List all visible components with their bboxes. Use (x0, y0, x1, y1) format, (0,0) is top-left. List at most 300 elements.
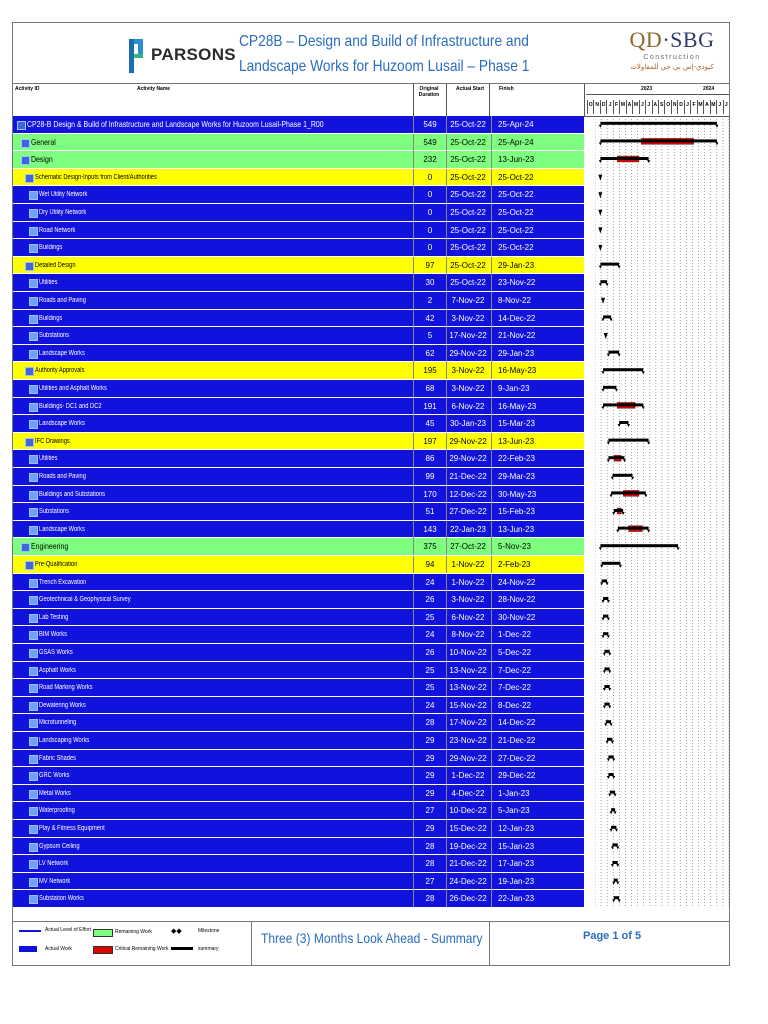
activity-duration: 26 (413, 644, 446, 661)
activity-duration: 28 (413, 855, 446, 872)
activity-duration: 0 (413, 239, 446, 256)
gantt-bar (602, 368, 645, 374)
activity-duration: 27 (413, 802, 446, 819)
gantt-summary (603, 368, 643, 371)
wbs-icon (21, 543, 30, 552)
activity-finish: 7-Dec-22 (491, 679, 583, 696)
activity-duration: 24 (413, 626, 446, 643)
activity-finish: 13-Jun-23 (491, 151, 583, 168)
activity-start: 29-Nov-22 (446, 450, 489, 467)
wbs-icon (25, 438, 34, 447)
table-row[interactable] (13, 697, 584, 715)
wbs-icon (29, 631, 38, 640)
wbs-icon (25, 561, 34, 570)
gantt-summary (600, 157, 648, 160)
activity-start: 1-Nov-22 (446, 556, 489, 573)
month-label: J (639, 100, 645, 114)
table-row[interactable] (13, 785, 584, 803)
gantt-bar (610, 826, 618, 832)
gantt-bar (599, 156, 650, 163)
wbs-icon (29, 491, 38, 500)
activity-duration: 42 (413, 310, 446, 327)
activity-finish: 29-Jan-23 (491, 345, 583, 362)
wbs-icon (29, 790, 38, 799)
wbs-icon (21, 156, 30, 165)
table-row[interactable] (13, 239, 584, 257)
activity-duration: 68 (413, 380, 446, 397)
table-row[interactable] (13, 345, 584, 363)
activity-finish: 25-Oct-22 (491, 186, 583, 203)
wbs-icon (29, 843, 38, 852)
activity-start: 12-Dec-22 (446, 486, 489, 503)
activity-finish: 14-Dec-22 (491, 310, 583, 327)
activity-finish: 8-Nov-22 (491, 292, 583, 309)
gantt-bar (600, 562, 622, 568)
activity-name: Waterproofing (39, 807, 75, 815)
gantt-bar (598, 192, 602, 198)
activity-duration: 62 (413, 345, 446, 362)
table-row[interactable] (13, 433, 584, 451)
table-row[interactable] (13, 292, 584, 310)
gantt-bar (616, 526, 650, 533)
month-label: M (632, 100, 638, 114)
table-row[interactable] (13, 855, 584, 873)
activity-name: IFC Drawings (35, 437, 70, 445)
activity-name: Schematic Design-Inputs from Client/Authorities (35, 173, 157, 181)
title-line-1: CP28B – Design and Build of Infrastructure and (239, 33, 529, 50)
activity-duration: 24 (413, 697, 446, 714)
wbs-icon (29, 649, 38, 658)
activity-start: 25-Oct-22 (446, 116, 489, 133)
activity-name: Landscaping Works (39, 737, 90, 744)
schedule-page (12, 22, 730, 966)
activity-start: 13-Nov-22 (446, 679, 489, 696)
table-row[interactable] (13, 151, 584, 169)
activity-finish: 30-Nov-22 (491, 609, 583, 626)
table-row[interactable] (13, 750, 584, 768)
activity-finish: 14-Dec-22 (491, 714, 583, 731)
activity-name: Utilities and Asphalt Works (39, 385, 107, 392)
activity-start: 8-Nov-22 (446, 626, 489, 643)
parsons-mark-icon (129, 39, 143, 73)
gantt-chart (595, 116, 729, 938)
parsons-wordmark: PARSONS (151, 45, 236, 64)
table-row[interactable] (13, 486, 584, 504)
gantt-milestone (598, 227, 602, 233)
activity-start: 25-Oct-22 (446, 257, 489, 274)
activity-finish: 25-Oct-22 (491, 222, 583, 239)
month-scale (587, 96, 729, 116)
activity-start: 25-Oct-22 (446, 239, 489, 256)
activity-finish: 15-Jan-23 (491, 838, 583, 855)
activity-finish: 9-Jan-23 (491, 380, 583, 397)
activity-duration: 30 (413, 274, 446, 291)
table-row[interactable] (13, 714, 584, 732)
activity-start: 25-Oct-22 (446, 134, 489, 151)
activity-start: 27-Oct-22 (446, 538, 489, 555)
wbs-icon (29, 596, 38, 605)
activity-duration: 25 (413, 662, 446, 679)
table-row[interactable] (13, 450, 584, 468)
wbs-icon (21, 139, 30, 148)
report-header (13, 23, 729, 84)
activity-name: Roads and Paving (39, 297, 86, 304)
month-label: A (652, 100, 658, 114)
activity-duration: 28 (413, 838, 446, 855)
activity-name: Landscape Works (39, 525, 85, 533)
gantt-summary (600, 122, 717, 125)
gantt-summary (614, 896, 619, 899)
gantt-summary (603, 615, 608, 618)
gantt-bar (612, 508, 624, 515)
activity-duration: 0 (413, 169, 446, 186)
activity-start: 17-Nov-22 (446, 714, 489, 731)
activity-start: 1-Dec-22 (446, 767, 489, 784)
gantt-bar (599, 138, 719, 145)
activity-duration: 0 (413, 204, 446, 221)
gantt-bar (599, 122, 719, 128)
table-row[interactable] (13, 626, 584, 644)
activity-duration: 86 (413, 450, 446, 467)
activity-duration: 143 (413, 521, 446, 538)
table-row[interactable] (13, 169, 584, 187)
activity-duration: 26 (413, 591, 446, 608)
table-row[interactable] (13, 662, 584, 680)
month-label: D (677, 100, 683, 114)
month-label: J (645, 100, 651, 114)
activity-duration: 375 (413, 538, 446, 555)
activity-finish: 21-Nov-22 (491, 327, 583, 344)
activity-finish: 21-Dec-22 (491, 732, 583, 749)
activity-finish: 16-May-23 (491, 398, 583, 415)
gantt-summary (618, 527, 649, 530)
month-label: D (600, 100, 606, 114)
wbs-icon (25, 174, 34, 183)
activity-name: Substations (39, 332, 70, 340)
activity-name: Metal Works (39, 789, 71, 797)
gantt-bar (598, 245, 602, 251)
wbs-icon (17, 121, 26, 130)
activity-start: 25-Oct-22 (446, 169, 489, 186)
gantt-bar (606, 738, 614, 744)
table-row[interactable] (13, 116, 584, 134)
activity-start: 3-Nov-22 (446, 362, 489, 379)
gantt-bar (604, 720, 612, 726)
table-row[interactable] (13, 767, 584, 785)
parsons-logo (129, 39, 236, 69)
month-label: N (671, 100, 677, 114)
activity-finish: 25-Oct-22 (491, 239, 583, 256)
activity-duration: 29 (413, 820, 446, 837)
col-activity-id: Activity ID (15, 86, 40, 92)
legend-milestone-icon: ◆◆ (171, 928, 182, 935)
activity-finish: 22-Feb-23 (491, 450, 583, 467)
table-row[interactable] (13, 204, 584, 222)
look-ahead-title: Three (3) Months Look Ahead - Summary (261, 930, 483, 946)
activity-finish: 1-Jan-23 (491, 785, 583, 802)
activity-duration: 195 (413, 362, 446, 379)
gantt-bar (607, 755, 615, 761)
activity-start: 24-Dec-22 (446, 873, 489, 890)
gantt-summary (619, 421, 628, 424)
wbs-icon (25, 367, 34, 376)
activity-start: 3-Nov-22 (446, 591, 489, 608)
gantt-summary (614, 879, 618, 882)
activity-name: MV Network (39, 877, 71, 885)
activity-finish: 8-Dec-22 (491, 697, 583, 714)
wbs-icon (29, 350, 38, 359)
activity-start: 13-Nov-22 (446, 662, 489, 679)
activity-name: Gypsum Ceiling (39, 842, 80, 850)
gantt-summary (600, 544, 678, 547)
qd-sbg-arabic: كيودي-إس بي جي للمقاولات (630, 63, 714, 71)
table-row[interactable] (13, 521, 584, 539)
table-row[interactable] (13, 820, 584, 838)
gantt-summary (602, 579, 607, 582)
activity-finish: 28-Nov-22 (491, 591, 583, 608)
gantt-summary (603, 386, 616, 389)
activity-duration: 25 (413, 679, 446, 696)
month-label: M (619, 100, 625, 114)
activity-name: Buildings- DC1 and DC2 (39, 402, 102, 410)
legend-actual-loe: Actual Level of Effort (45, 927, 92, 933)
gantt-summary (611, 826, 616, 829)
qd-sbg-construction: Construction (643, 54, 701, 61)
activity-start: 15-Dec-22 (446, 820, 489, 837)
wbs-icon (29, 244, 38, 253)
activity-finish: 25-Apr-24 (491, 134, 583, 151)
activity-start: 27-Dec-22 (446, 503, 489, 520)
table-row[interactable] (13, 644, 584, 662)
legend (13, 921, 729, 966)
activity-name: Play & Fitness Equipment (39, 825, 105, 832)
activity-start: 25-Oct-22 (446, 274, 489, 291)
wbs-icon (29, 772, 38, 781)
table-row[interactable] (13, 398, 584, 416)
month-label: J (684, 100, 690, 114)
wbs-icon (29, 579, 38, 588)
table-row[interactable] (13, 415, 584, 433)
gantt-bar (611, 861, 619, 867)
wbs-icon (29, 508, 38, 517)
gantt-bar (610, 808, 617, 814)
table-row[interactable] (13, 890, 584, 908)
activity-name: Geotechnical & Geophysical Survey (39, 596, 131, 604)
wbs-icon (29, 702, 38, 711)
activity-finish: 25-Oct-22 (491, 204, 583, 221)
activity-start: 1-Nov-22 (446, 574, 489, 591)
gantt-milestone (601, 298, 605, 304)
activity-name: Substation Works (39, 895, 84, 903)
gantt-summary (608, 773, 613, 776)
activity-start: 21-Dec-22 (446, 855, 489, 872)
activity-finish: 13-Jun-23 (491, 433, 583, 450)
activity-name: Buildings and Substations (39, 490, 106, 498)
gantt-bar (602, 632, 610, 638)
gantt-summary (603, 597, 608, 600)
month-label: O (587, 100, 593, 114)
activity-finish: 29-Dec-22 (491, 767, 583, 784)
activity-start: 3-Nov-22 (446, 310, 489, 327)
gantt-milestone (598, 192, 602, 198)
activity-duration: 197 (413, 433, 446, 450)
activity-start: 15-Nov-22 (446, 697, 489, 714)
gantt-summary (602, 562, 621, 565)
table-row[interactable] (13, 134, 584, 152)
table-row[interactable] (13, 538, 584, 556)
gantt-bar (598, 210, 602, 216)
table-row[interactable] (13, 503, 584, 521)
table-row[interactable] (13, 257, 584, 275)
activity-name: Buildings (39, 244, 63, 252)
table-row[interactable] (13, 838, 584, 856)
activity-start: 23-Nov-22 (446, 732, 489, 749)
gantt-bar (600, 579, 608, 585)
gantt-summary (608, 456, 624, 459)
gantt-bar (611, 843, 619, 849)
gantt-summary (612, 474, 632, 477)
activity-start: 26-Dec-22 (446, 890, 489, 907)
activity-duration: 99 (413, 468, 446, 485)
legend-actual-work: Actual Work (45, 946, 72, 952)
table-row[interactable] (13, 873, 584, 891)
gantt-milestone (598, 210, 602, 216)
wbs-icon (29, 315, 38, 324)
activity-start: 29-Nov-22 (446, 345, 489, 362)
report-title (239, 29, 530, 79)
wbs-icon (29, 279, 38, 288)
activity-start: 29-Nov-22 (446, 433, 489, 450)
activity-finish: 16-May-23 (491, 362, 583, 379)
activity-duration: 25 (413, 609, 446, 626)
wbs-icon (29, 297, 38, 306)
activity-duration: 28 (413, 890, 446, 907)
activity-name: Utilities (39, 455, 58, 463)
table-row[interactable] (13, 380, 584, 398)
activity-duration: 94 (413, 556, 446, 573)
gantt-summary (606, 720, 611, 723)
activity-name: CP28-B Design & Build of Infrastructure and Landscape Works for Huzoom Lusail-Phase 1_R00 (27, 119, 324, 129)
activity-duration: 2 (413, 292, 446, 309)
gantt-bar (618, 421, 630, 427)
qd-sbg-wordmark: QD·SBG (629, 27, 715, 52)
activity-name: Dry Utility Network (39, 209, 87, 216)
wbs-icon (29, 385, 38, 394)
activity-name: BIM Works (39, 631, 67, 639)
activity-name: Asphalt Works (39, 666, 76, 674)
table-row[interactable] (13, 732, 584, 750)
activity-start: 10-Dec-22 (446, 802, 489, 819)
activity-name: Detailed Design (35, 261, 76, 269)
year-2024: 2024 (703, 86, 715, 92)
activity-duration: 24 (413, 574, 446, 591)
table-row[interactable] (13, 310, 584, 328)
activity-start: 4-Dec-22 (446, 785, 489, 802)
gantt-summary (612, 861, 617, 864)
legend-actual-loe-swatch (19, 930, 41, 932)
wbs-icon (29, 737, 38, 746)
table-row[interactable] (13, 591, 584, 609)
wbs-icon (29, 526, 38, 535)
table-row[interactable] (13, 802, 584, 820)
wbs-icon (29, 473, 38, 482)
activity-start: 25-Oct-22 (446, 151, 489, 168)
month-label: F (613, 100, 619, 114)
gantt-summary (600, 280, 607, 283)
gantt-milestone (598, 245, 602, 251)
wbs-icon (29, 755, 38, 764)
gantt-summary (604, 667, 609, 670)
col-original-duration: Original Duration (418, 86, 440, 98)
legend-critical-work: Critical Remaining Work (115, 946, 169, 952)
activity-start: 3-Nov-22 (446, 380, 489, 397)
activity-name: GRC Works (39, 772, 70, 780)
legend-milestone: Milestone (198, 928, 220, 934)
wbs-icon (29, 191, 38, 200)
activity-start: 25-Oct-22 (446, 222, 489, 239)
gantt-bar (612, 896, 620, 902)
gantt-summary (611, 491, 646, 494)
gantt-summary (610, 791, 615, 794)
activity-start: 17-Nov-22 (446, 327, 489, 344)
legend-summary: summary (198, 946, 219, 952)
wbs-icon (25, 262, 34, 271)
activity-duration: 29 (413, 750, 446, 767)
gantt-bar (602, 402, 645, 409)
legend-remaining-swatch (93, 929, 113, 937)
activity-finish: 15-Mar-23 (491, 415, 583, 432)
gantt-bar (607, 455, 626, 462)
gantt-bar (603, 650, 611, 656)
table-row[interactable] (13, 609, 584, 627)
month-label: N (593, 100, 599, 114)
activity-start: 25-Oct-22 (446, 186, 489, 203)
gantt-summary (607, 738, 612, 741)
wbs-icon (29, 332, 38, 341)
table-row[interactable] (13, 362, 584, 380)
activity-start: 6-Nov-22 (446, 609, 489, 626)
activity-duration: 29 (413, 767, 446, 784)
table-row[interactable] (13, 186, 584, 204)
gantt-summary (600, 139, 717, 142)
wbs-icon (29, 209, 38, 218)
activity-name: General (31, 136, 56, 147)
gantt-bar (602, 597, 610, 603)
legend-critical-swatch (93, 946, 113, 954)
table-row[interactable] (13, 679, 584, 697)
gantt-summary (608, 439, 648, 442)
table-row[interactable] (13, 274, 584, 292)
wbs-icon (29, 455, 38, 464)
activity-finish: 29-Jan-23 (491, 257, 583, 274)
gantt-summary (604, 650, 609, 653)
activity-duration: 549 (413, 116, 446, 133)
table-row[interactable] (13, 468, 584, 486)
month-label: M (697, 100, 703, 114)
activity-name: Road Marking Works (39, 684, 93, 692)
table-row[interactable] (13, 222, 584, 240)
activity-finish: 13-Jun-23 (491, 521, 583, 538)
table-row[interactable] (13, 327, 584, 345)
activity-duration: 232 (413, 151, 446, 168)
table-row[interactable] (13, 574, 584, 592)
wbs-icon (29, 719, 38, 728)
activity-finish: 5-Dec-22 (491, 644, 583, 661)
table-row[interactable] (13, 556, 584, 574)
page-number: Page 1 of 5 (583, 930, 642, 942)
wbs-icon (29, 825, 38, 834)
activity-name: Utilities (39, 279, 58, 287)
